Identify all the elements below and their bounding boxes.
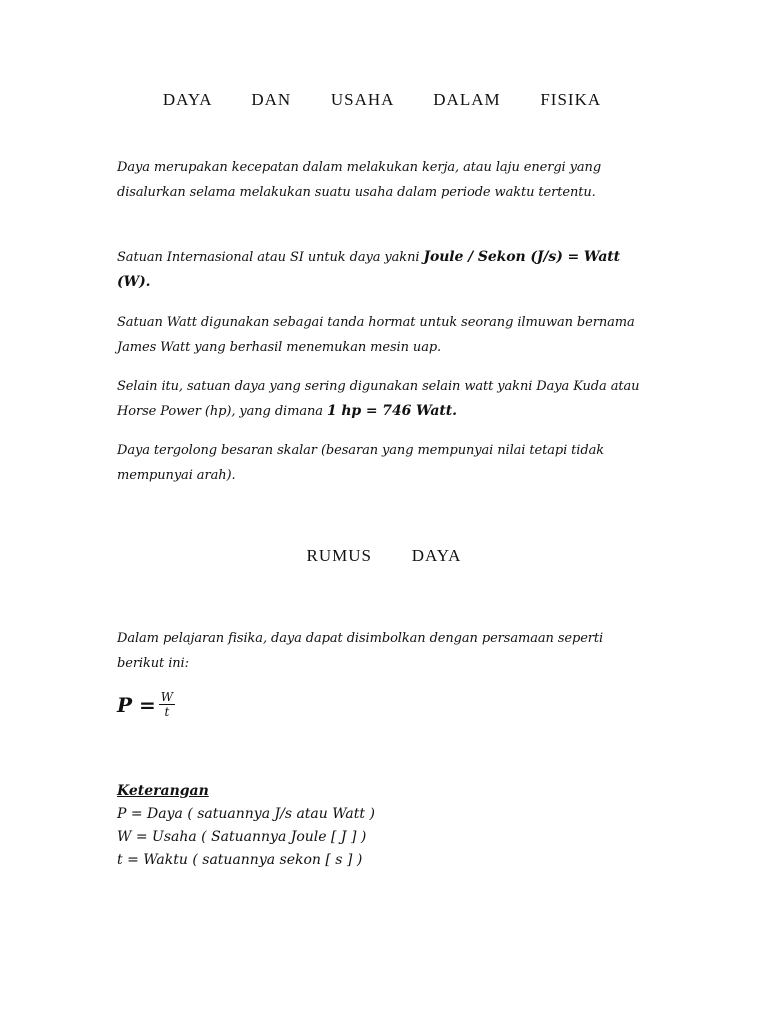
paragraph-formula-intro: Dalam pelajaran fisika, daya dapat disimbolkan dengan persamaan seperti berikut ini: (117, 631, 604, 671)
formula-lhs: P = (117, 692, 156, 717)
note-line-work: W = Usaha ( Satuannya Joule [ J ] ) (117, 829, 367, 845)
paragraph-definition: Daya merupakan kecepatan dalam melakukan kerja, atau laju energi yang disalurkan selama melakukan suatu usaha dalam periode waktu tertentu. (117, 160, 602, 200)
horse-power-text: Selain itu, satuan daya yang sering digunakan selain watt yakni Daya Kuda atau Horse Power (hp), yang dimana (117, 379, 640, 419)
notes-heading: Keterangan (117, 783, 209, 799)
section-title: RUMUS DAYA (306, 546, 462, 565)
paragraph-scalar: Daya tergolong besaran skalar (besaran yang mempunyai nilai tetapi tidak mempunyai arah). (117, 443, 605, 483)
document-title: DAYA DAN USAHA DALAM FISIKA (162, 90, 602, 109)
notes-section (117, 780, 375, 872)
paragraph-horse-power (117, 374, 652, 424)
si-unit-text: Satuan Internasional atau SI untuk daya yakni (117, 250, 424, 265)
paragraph-watt-origin: Satuan Watt digunakan sebagai tanda hormat untuk seorang ilmuwan bernama James Watt yang berhasil menemukan mesin uap. (117, 315, 635, 355)
note-line-power: P = Daya ( satuannya J/s atau Watt ) (117, 806, 375, 822)
formula-fraction (159, 690, 175, 719)
note-line-time: t = Waktu ( satuannya sekon [ s ] ) (117, 852, 363, 868)
formula-numerator: W (160, 690, 174, 704)
power-formula (117, 690, 175, 719)
formula-denominator: t (164, 705, 170, 719)
horse-power-bold: 1 hp = 746 Watt. (326, 403, 457, 419)
paragraph-si-unit (117, 245, 652, 295)
si-unit-bold: Joule / Sekon (J/s) = Watt (W). (117, 249, 621, 290)
